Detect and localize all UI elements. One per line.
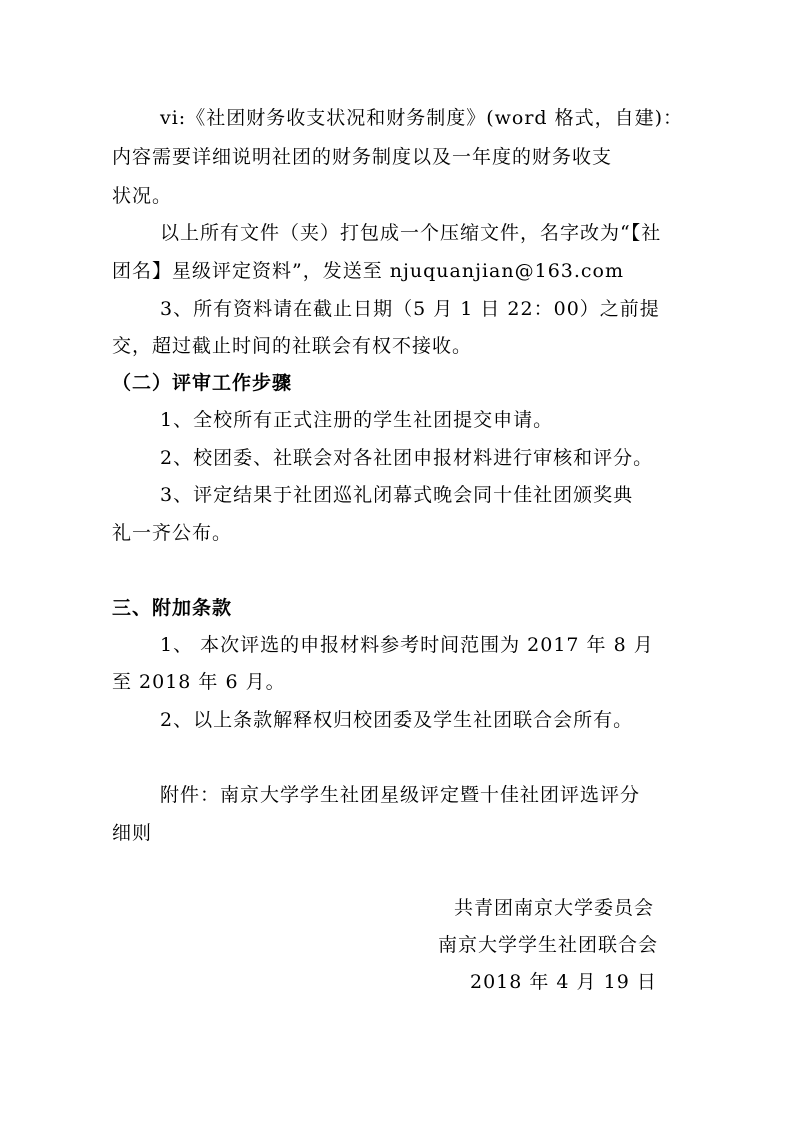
para-vi-line-2: 内容需要详细说明社团的财务制度以及一年度的财务收支	[112, 146, 613, 168]
section-review-heading: （二）评审工作步骤	[112, 372, 293, 394]
extra-item-2: 2、以上条款解释权归校团委及学生社团联合会所有。	[160, 709, 634, 731]
para-deadline-line-1: 3、所有资料请在截止日期（5 月 1 日 22：00）之前提	[160, 298, 660, 320]
para-vi-line-3: 状况。	[112, 185, 173, 207]
para-package-line-1: 以上所有文件（夹）打包成一个压缩文件，名字改为“【社	[160, 222, 662, 244]
section-extra-heading: 三、附加条款	[112, 597, 233, 619]
para-deadline-line-2: 交，超过截止时间的社联会有权不接收。	[112, 335, 473, 357]
signature-org-1: 共青团南京大学委员会	[454, 897, 655, 919]
review-item-1: 1、全校所有正式注册的学生社团提交申请。	[160, 409, 554, 431]
attachment-line-1: 附件：南京大学学生社团星级评定暨十佳社团评选评分	[160, 784, 641, 806]
extra-item-1-line-1: 1、 本次评选的申报材料参考时间范围为 2017 年 8 月	[160, 634, 654, 656]
attachment-line-2: 细则	[112, 822, 153, 844]
extra-item-1-line-2: 至 2018 年 6 月。	[112, 671, 286, 693]
para-package-line-2: 团名】星级评定资料”，发送至 njuquanjian@163.com	[112, 260, 625, 282]
signature-date: 2018 年 4 月 19 日	[470, 971, 657, 993]
review-item-3-line-2: 礼一齐公布。	[112, 522, 233, 544]
signature-org-2: 南京大学学生社团联合会	[438, 934, 659, 956]
para-vi-line-1: vi:《社团财务收支状况和财务制度》(word 格式，自建)：	[160, 107, 684, 129]
review-item-3-line-1: 3、评定结果于社团巡礼闭幕式晚会同十佳社团颁奖典	[160, 484, 634, 506]
review-item-2: 2、校团委、社联会对各社团申报材料进行审核和评分。	[160, 447, 654, 469]
